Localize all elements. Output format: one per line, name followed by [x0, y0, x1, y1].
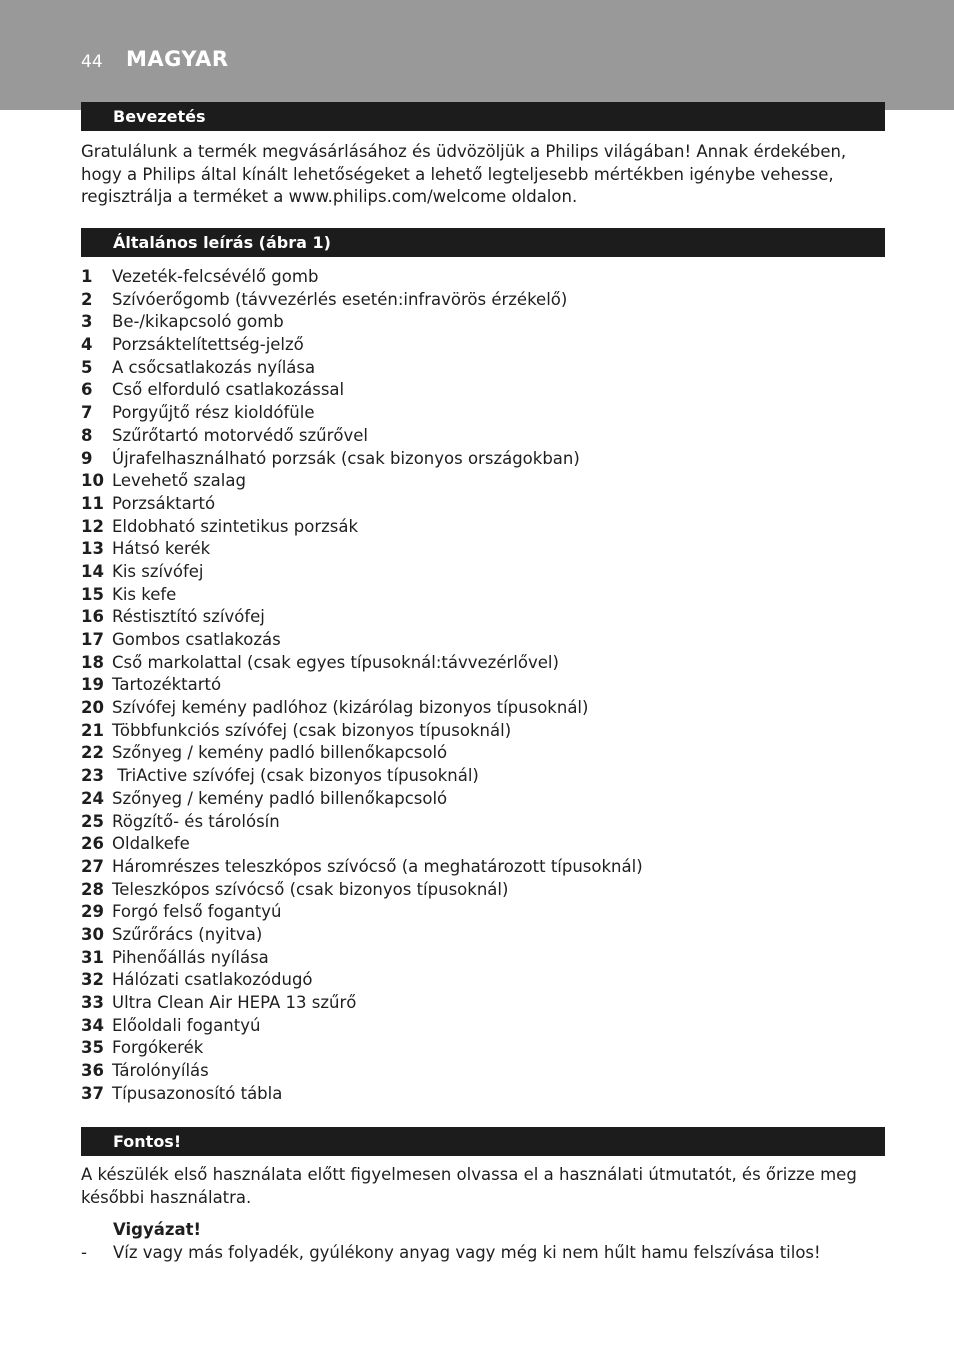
item-text: Szűrőrács (nyitva)	[112, 924, 263, 944]
list-item	[81, 516, 643, 539]
item-number: 1	[81, 267, 93, 286]
item-text: Ultra Clean Air HEPA 13 szűrő	[112, 993, 357, 1012]
item-number: 16	[81, 607, 104, 627]
item-text: Szívófej kemény padlóhoz (kizárólag bizonyos típusoknál)	[112, 698, 589, 718]
list-item	[81, 788, 643, 811]
item-text: Vezeték-felcsévélő gomb	[112, 267, 319, 286]
item-text: Be-/kikapcsoló gomb	[112, 312, 284, 332]
item-text: Kis szívófej	[112, 561, 204, 581]
item-number: 34	[81, 1015, 104, 1035]
item-text: Gombos csatlakozás	[112, 630, 281, 649]
list-item	[81, 969, 643, 992]
list-item	[81, 652, 643, 675]
page-number: 44	[81, 52, 103, 72]
section-header-intro	[81, 102, 885, 131]
item-text: Tárolónyílás	[112, 1061, 209, 1081]
item-text: A csőcsatlakozás nyílása	[112, 357, 316, 377]
list-item	[81, 697, 643, 720]
section-title-description: Általános leírás (ábra 1)	[113, 233, 331, 252]
item-number: 26	[81, 834, 104, 854]
list-item	[81, 992, 643, 1015]
item-number: 2	[81, 289, 93, 309]
warning-text: Víz vagy más folyadék, gyúlékony anyag vagy még ki nem hűlt hamu felszívása tilos!	[113, 1243, 821, 1262]
item-text: Rögzítő- és tárolósín	[112, 811, 280, 831]
list-item	[81, 742, 643, 765]
item-text: Oldalkefe	[112, 834, 190, 854]
list-item	[81, 584, 643, 607]
important-paragraph: A készülék első használata előtt figyelmesen olvassa el a használati útmutatót, és őrizze meg későbbi használatra.	[81, 1165, 857, 1207]
parts-list	[81, 266, 643, 1105]
item-number: 25	[81, 811, 104, 831]
item-number: 30	[81, 924, 104, 944]
list-item	[81, 311, 643, 334]
item-text: Hálózati csatlakozódugó	[112, 970, 313, 990]
item-number: 5	[81, 357, 93, 377]
list-item	[81, 334, 643, 357]
item-text: Kis kefe	[112, 584, 177, 604]
list-item	[81, 379, 643, 402]
item-number: 36	[81, 1061, 104, 1081]
list-item	[81, 720, 643, 743]
list-item	[81, 289, 643, 312]
list-item	[81, 901, 643, 924]
item-text: Szőnyeg / kemény padló billenőkapcsoló	[112, 788, 448, 808]
item-text: Réstisztító szívófej	[112, 607, 265, 627]
item-text: Pihenőállás nyílása	[112, 947, 269, 967]
item-number: 17	[81, 630, 104, 649]
item-number: 4	[81, 335, 93, 355]
item-number: 8	[81, 425, 93, 445]
list-item	[81, 1060, 643, 1083]
item-text: Típusazonosító tábla	[112, 1083, 283, 1103]
item-text: Többfunkciós szívófej (csak bizonyos típusoknál)	[112, 720, 512, 740]
item-text: Tartozéktartó	[112, 675, 222, 695]
item-number: 6	[81, 380, 93, 400]
list-item	[81, 833, 643, 856]
list-item	[81, 538, 643, 561]
section-header-important	[81, 1127, 885, 1156]
item-number: 18	[81, 652, 104, 672]
list-item	[81, 493, 643, 516]
item-number: 33	[81, 993, 104, 1012]
list-item	[81, 448, 643, 471]
list-item	[81, 402, 643, 425]
item-number: 11	[81, 493, 104, 513]
item-text: Porzsáktartó	[112, 493, 216, 513]
item-number: 27	[81, 856, 104, 876]
list-item	[81, 879, 643, 902]
item-number: 28	[81, 879, 104, 899]
item-number: 35	[81, 1038, 104, 1058]
warning-heading: Vigyázat!	[113, 1220, 201, 1239]
item-number: 22	[81, 743, 104, 763]
item-text: Hátsó kerék	[112, 539, 211, 559]
item-number: 14	[81, 561, 104, 581]
item-number: 7	[81, 403, 93, 423]
list-item	[81, 856, 643, 879]
list-item	[81, 1083, 643, 1106]
list-item	[81, 674, 643, 697]
list-item	[81, 470, 643, 493]
item-number: 3	[81, 312, 93, 332]
item-text: Cső elforduló csatlakozással	[112, 380, 345, 400]
item-number: 13	[81, 539, 104, 559]
item-number: 31	[81, 947, 104, 967]
list-item	[81, 629, 643, 652]
item-number: 15	[81, 584, 104, 604]
page-header-bar	[0, 0, 954, 110]
item-text: Cső markolattal (csak egyes típusoknál:távvezérlővel)	[112, 652, 559, 672]
item-text: Szívóerőgomb (távvezérlés esetén:infravörös érzékelő)	[112, 289, 568, 309]
item-text: TriActive szívófej (csak bizonyos típusoknál)	[112, 766, 479, 786]
item-number: 20	[81, 698, 104, 718]
item-text: Szűrőtartó motorvédő szűrővel	[112, 425, 368, 445]
item-text: Levehető szalag	[112, 471, 246, 491]
item-number: 37	[81, 1083, 104, 1103]
item-text: Újrafelhasználható porzsák (csak bizonyos országokban)	[112, 448, 580, 468]
item-number: 29	[81, 902, 104, 922]
item-text: Előoldali fogantyú	[112, 1015, 261, 1035]
item-number: 9	[81, 448, 93, 468]
list-item	[81, 924, 643, 947]
list-item	[81, 765, 643, 788]
list-item	[81, 425, 643, 448]
item-text: Forgó felső fogantyú	[112, 902, 282, 922]
item-text: Eldobható szintetikus porzsák	[112, 516, 359, 536]
warning-item	[81, 1243, 821, 1262]
item-number: 32	[81, 970, 104, 990]
language-heading: MAGYAR	[126, 47, 229, 71]
item-number: 21	[81, 720, 104, 740]
item-text: Szőnyeg / kemény padló billenőkapcsoló	[112, 743, 448, 763]
section-header-description	[81, 228, 885, 257]
warning-dash: -	[81, 1243, 87, 1262]
item-number: 12	[81, 516, 104, 536]
item-text: Háromrészes teleszkópos szívócső (a meghatározott típusoknál)	[112, 856, 643, 876]
section-title-important: Fontos!	[113, 1132, 182, 1151]
list-item	[81, 811, 643, 834]
section-title-intro: Bevezetés	[113, 107, 206, 126]
list-item	[81, 947, 643, 970]
list-item	[81, 266, 643, 289]
item-number: 10	[81, 471, 104, 491]
item-number: 19	[81, 675, 104, 695]
list-item	[81, 561, 643, 584]
item-text: Teleszkópos szívócső (csak bizonyos típusoknál)	[112, 879, 509, 899]
list-item	[81, 606, 643, 629]
list-item	[81, 1037, 643, 1060]
intro-paragraph: Gratulálunk a termék megvásárlásához és üdvözöljük a Philips világában! Annak érdekében, hogy a Philips által kínált lehetőségeket a lehető legteljesebb mértékben igénybe vehesse, regisztrálja a terméket a www.philips.com/welcome oldalon.	[81, 142, 847, 206]
item-text: Forgókerék	[112, 1038, 204, 1058]
item-number: 24	[81, 788, 104, 808]
item-text: Porgyűjtő rész kioldófüle	[112, 403, 315, 423]
list-item	[81, 357, 643, 380]
item-text: Porzsáktelítettség-jelző	[112, 335, 304, 355]
item-number: 23	[81, 766, 104, 786]
list-item	[81, 1015, 643, 1038]
